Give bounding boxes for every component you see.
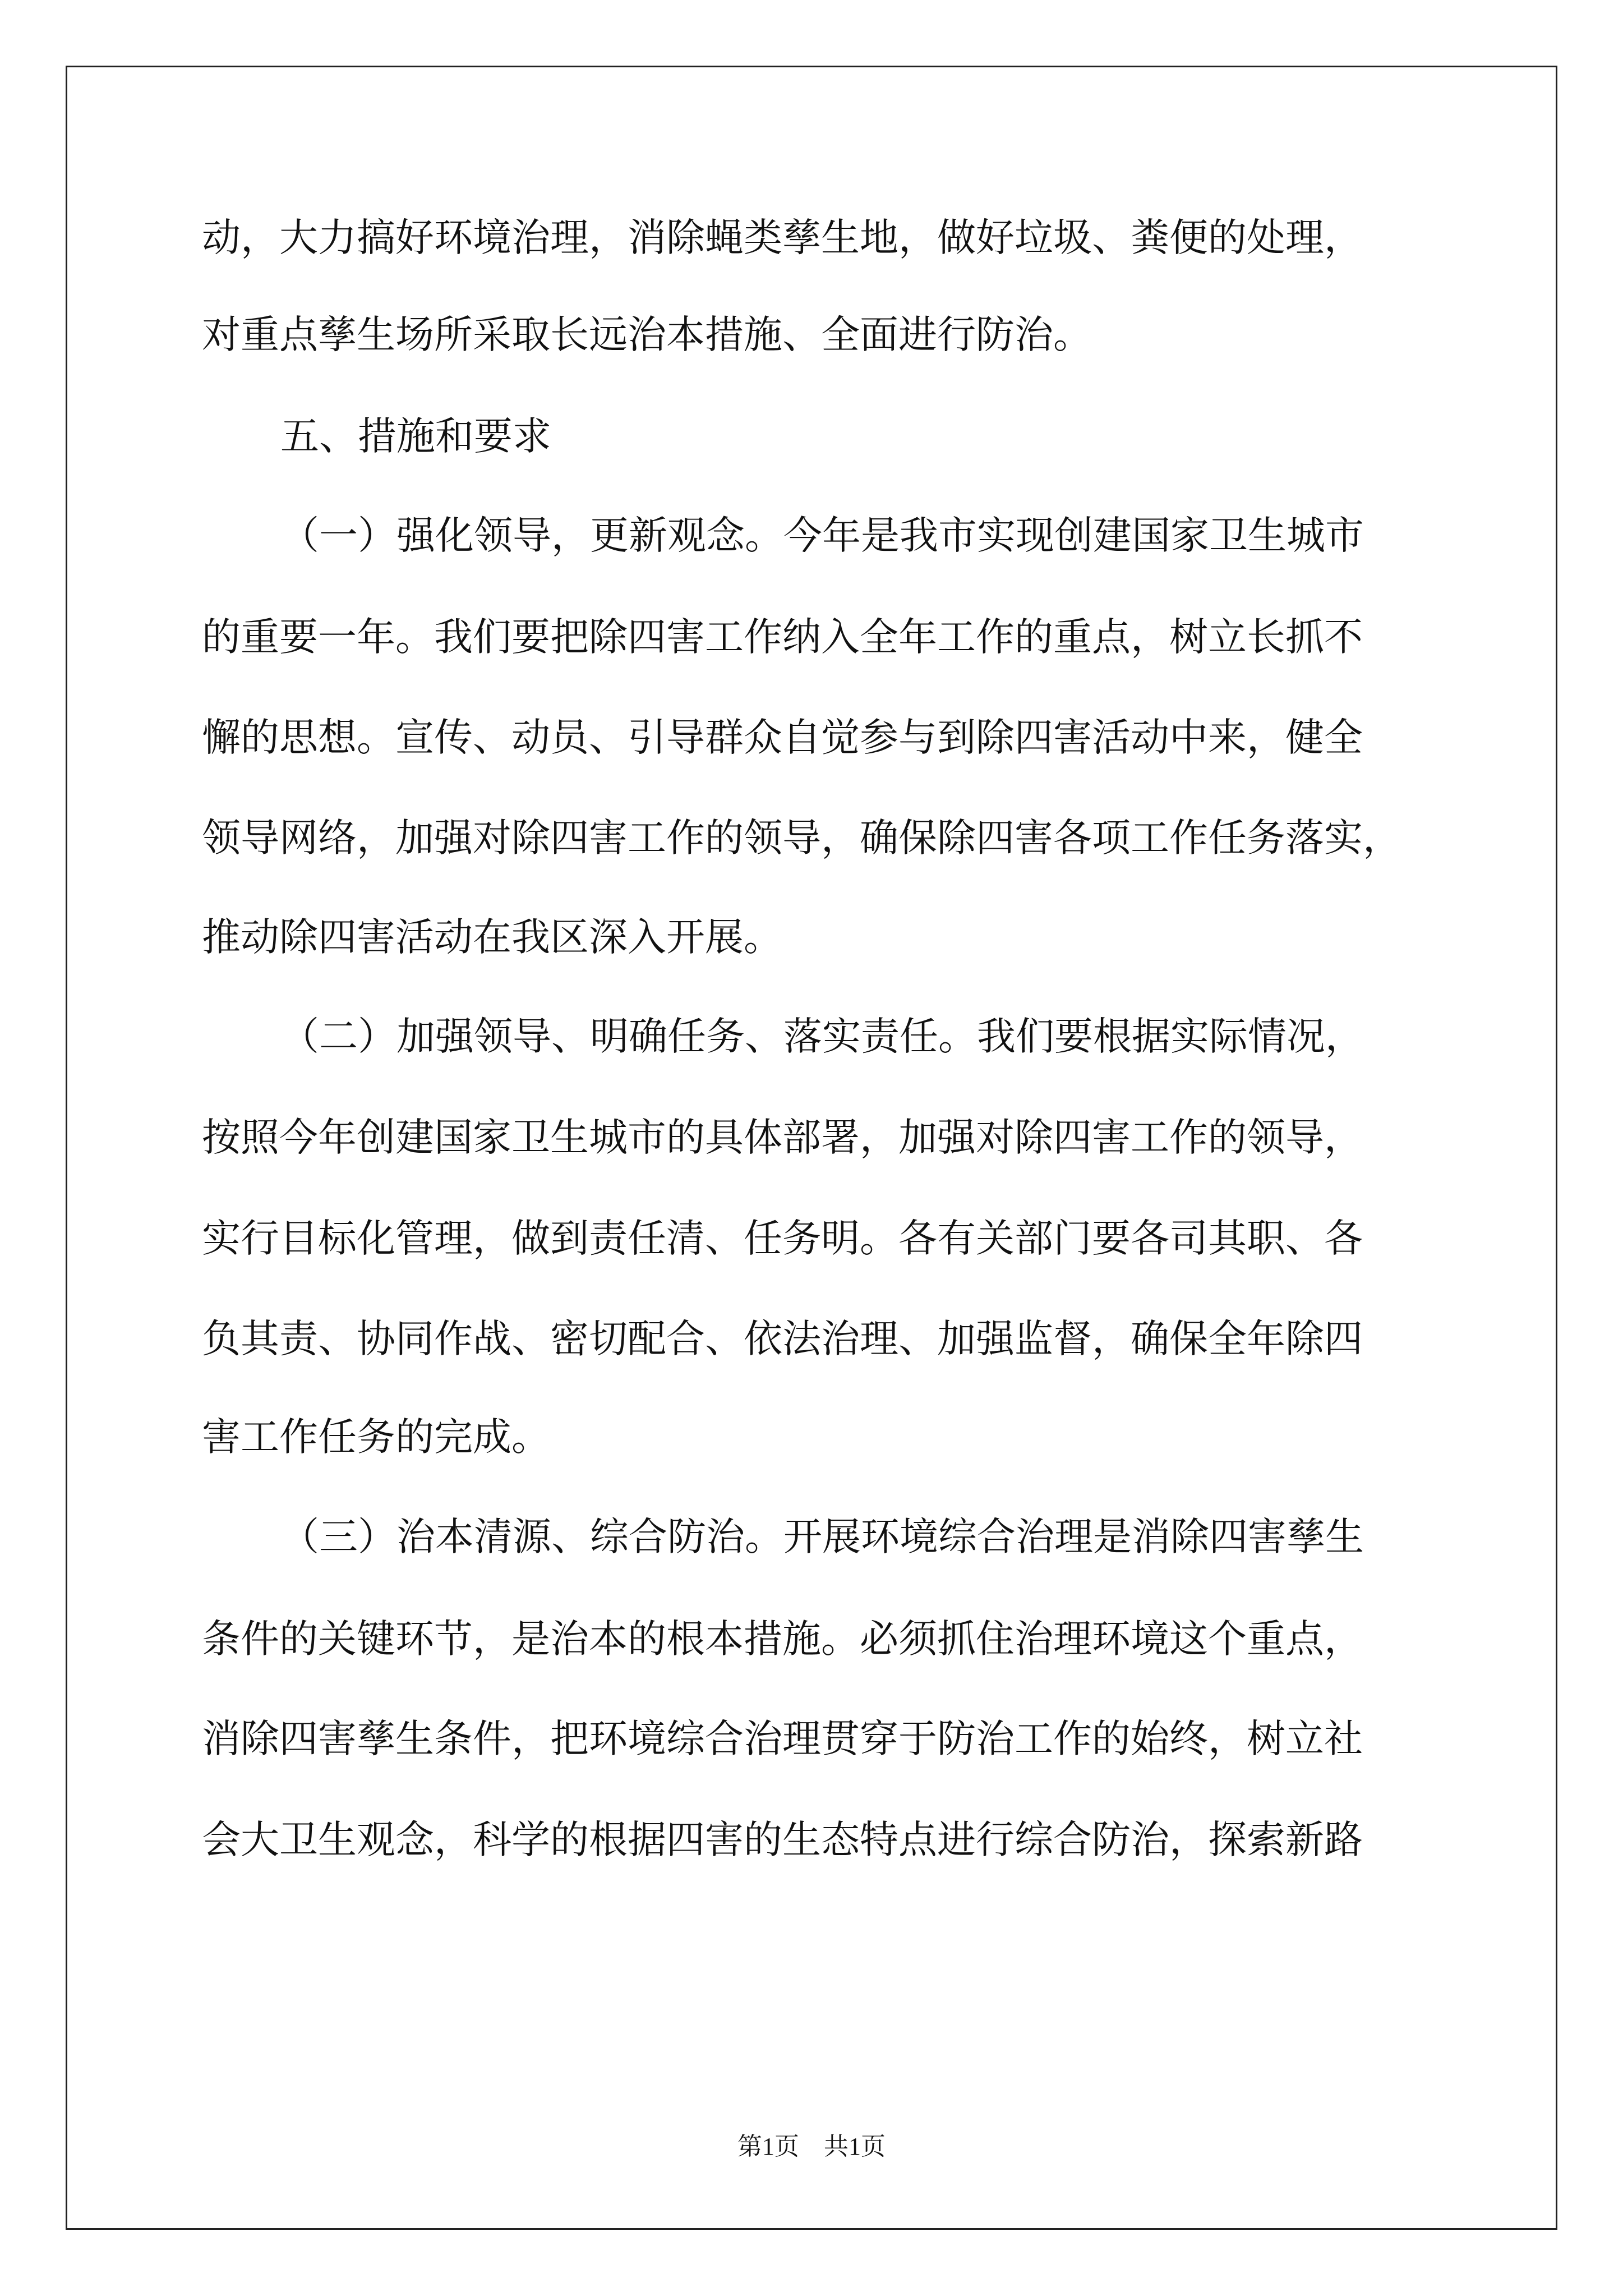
paragraph-line: 的重要一年。我们要把除四害工作纳入全年工作的重点，树立长抓不 [202,615,1363,660]
paragraph-line: （三）治本清源、综合防治。开展环境综合治理是消除四害孳生 [280,1515,1364,1559]
paragraph-line: 负其责、协同作战、密切配合、依法治理、加强监督，确保全年除四 [202,1317,1363,1361]
paragraph-line: （二）加强领导、明确任务、落实责任。我们要根据实际情况， [280,1014,1364,1059]
paragraph-line: 会大卫生观念，科学的根据四害的生态特点进行综合防治，探索新路 [202,1818,1363,1862]
paragraph-line: 动，大力搞好环境治理，消除蝇类孳生地，做好垃圾、粪便的处理， [202,215,1363,260]
paragraph-line: 懈的思想。宣传、动员、引导群众自觉参与到除四害活动中来，健全 [202,715,1363,760]
section-heading: 五、措施和要求 [280,414,551,459]
paragraph-line: 领导网络，加强对除四害工作的领导，确保除四害各项工作任务落实， [202,816,1401,861]
paragraph-line: 实行目标化管理，做到责任清、任务明。各有关部门要各司其职、各 [202,1216,1363,1261]
paragraph-line: （一）强化领导，更新观念。今年是我市实现创建国家卫生城市 [280,513,1364,558]
paragraph-line: 消除四害孳生条件，把环境综合治理贯穿于防治工作的始终，树立社 [202,1717,1363,1761]
paragraph-line: 害工作任务的完成。 [202,1415,550,1460]
paragraph-line: 推动除四害活动在我区深入开展。 [202,915,782,960]
paragraph-line: 按照今年创建国家卫生城市的具体部署，加强对除四害工作的领导， [202,1115,1363,1160]
paragraph-line: 条件的关键环节，是治本的根本措施。必须抓住治理环境这个重点， [202,1617,1363,1662]
paragraph-line: 对重点孳生场所采取长远治本措施、全面进行防治。 [202,312,1092,357]
page-number-footer: 第1页 共1页 [737,2133,886,2160]
